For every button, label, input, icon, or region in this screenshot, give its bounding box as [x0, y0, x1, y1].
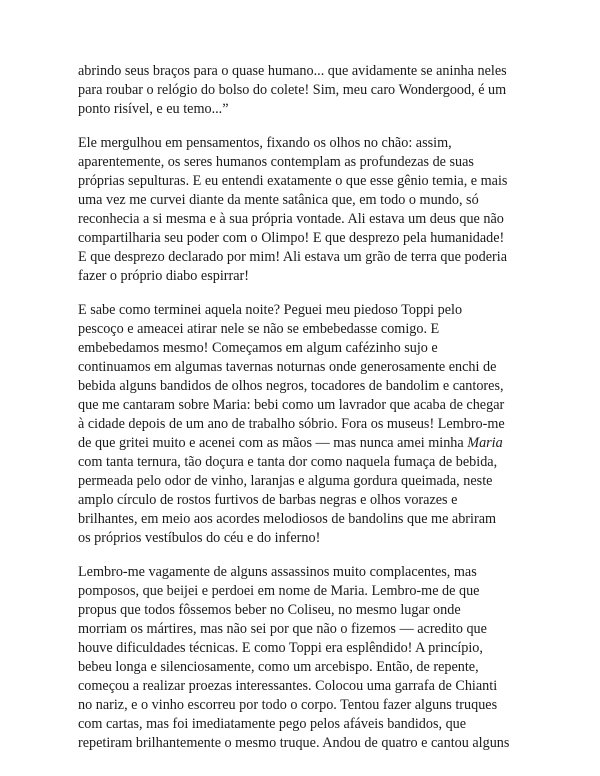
text-line: que me cantaram sobre Maria: bebi como um lavrador que acaba de chegar	[78, 397, 505, 413]
text-line: pomposos, que beijei e perdoei em nome de Maria. Lembro-me de que	[78, 583, 480, 599]
text-line: à cidade depois de um ano de trabalho sóbrio. Fora os museus! Lembro-me	[78, 416, 505, 432]
text-line: bebida alguns bandidos de olhos negros, tocadores de bandolim e cantores,	[78, 378, 504, 394]
paragraph-3	[78, 301, 528, 548]
document-page	[78, 62, 528, 768]
text-line: E que desprezo declarado por mim! Ali estava um grão de terra que poderia	[78, 249, 507, 265]
text-line: compartilharia seu poder com o Olimpo! E que desprezo pela humanidade!	[78, 230, 505, 246]
text-line: houve dificuldades técnicas. E como Toppi era esplêndido! A princípio,	[78, 640, 483, 656]
text-line: repetiram brilhantemente o mesmo truque. Andou de quatro e cantou alguns	[78, 735, 510, 751]
text-line: embebedamos mesmo! Começamos em algum cafézinho sujo e	[78, 340, 438, 356]
text-line: E sabe como terminei aquela noite? Peguei meu piedoso Toppi pelo	[78, 302, 463, 318]
text-line: com tanta ternura, tão doçura e tanta dor como naquela fumaça de bebida,	[78, 454, 498, 470]
italic-name-maria: Maria	[467, 435, 503, 451]
text-line: para roubar o relógio do bolso do colete! Sim, meu caro Wondergood, é um	[78, 82, 507, 98]
text-line: brilhantes, em meio aos acordes melodiosos de bandolins que me abriram	[78, 511, 497, 527]
text-line: reconhecia a si mesma e à sua própria vontade. Ali estava um deus que não	[78, 211, 504, 227]
paragraph-2	[78, 134, 528, 286]
text-line: permeada pelo odor de vinho, laranjas e alguma gordura queimada, neste	[78, 473, 493, 489]
text-line: abrindo seus braços para o quase humano... que avidamente se aninha neles	[78, 63, 507, 79]
text-run: de que gritei muito e acenei com as mãos — mas nunca amei minha	[78, 435, 468, 451]
text-line: começou a realizar proezas interessantes. Colocou uma garrafa de Chianti	[78, 678, 498, 694]
text-line: uma vez me curvei diante da mente satânica que, em todo o mundo, só	[78, 192, 479, 208]
text-line: com cartas, mas foi imediatamente pego pelos afáveis bandidos, que	[78, 716, 467, 732]
text-line: bebeu longa e silenciosamente, como um arcebispo. Então, de repente,	[78, 659, 479, 675]
text-line: continuamos em algumas tavernas noturnas onde generosamente enchi de	[78, 359, 497, 375]
text-line: Lembro-me vagamente de alguns assassinos muito complacentes, mas	[78, 564, 477, 580]
text-line: próprias sepulturas. E eu entendi exatamente o que esse gênio temia, e mais	[78, 173, 508, 189]
text-line-with-italic	[78, 434, 528, 453]
text-line: amplo círculo de rostos furtivos de barbas negras e olhos vorazes e	[78, 492, 458, 508]
paragraph-1	[78, 62, 528, 119]
text-line: pescoço e ameacei atirar nele se não se embebedasse comigo. E	[78, 321, 440, 337]
text-line: morriam os mártires, mas não sei por que não o fizemos — acredito que	[78, 621, 487, 637]
text-line: propus que todos fôssemos beber no Coliseu, no mesmo lugar onde	[78, 602, 461, 618]
text-line: aparentemente, os seres humanos contemplam as profundezas de suas	[78, 154, 474, 170]
text-line: fazer o próprio diabo espirrar!	[78, 268, 249, 284]
paragraph-4	[78, 563, 528, 753]
text-line: ponto risível, e eu temo...”	[78, 101, 229, 117]
text-line: os próprios vestíbulos do céu e do inferno!	[78, 530, 321, 546]
text-line: no nariz, e o vinho escorreu por todo o corpo. Tentou fazer alguns truques	[78, 697, 498, 713]
text-line: Ele mergulhou em pensamentos, fixando os olhos no chão: assim,	[78, 135, 452, 151]
